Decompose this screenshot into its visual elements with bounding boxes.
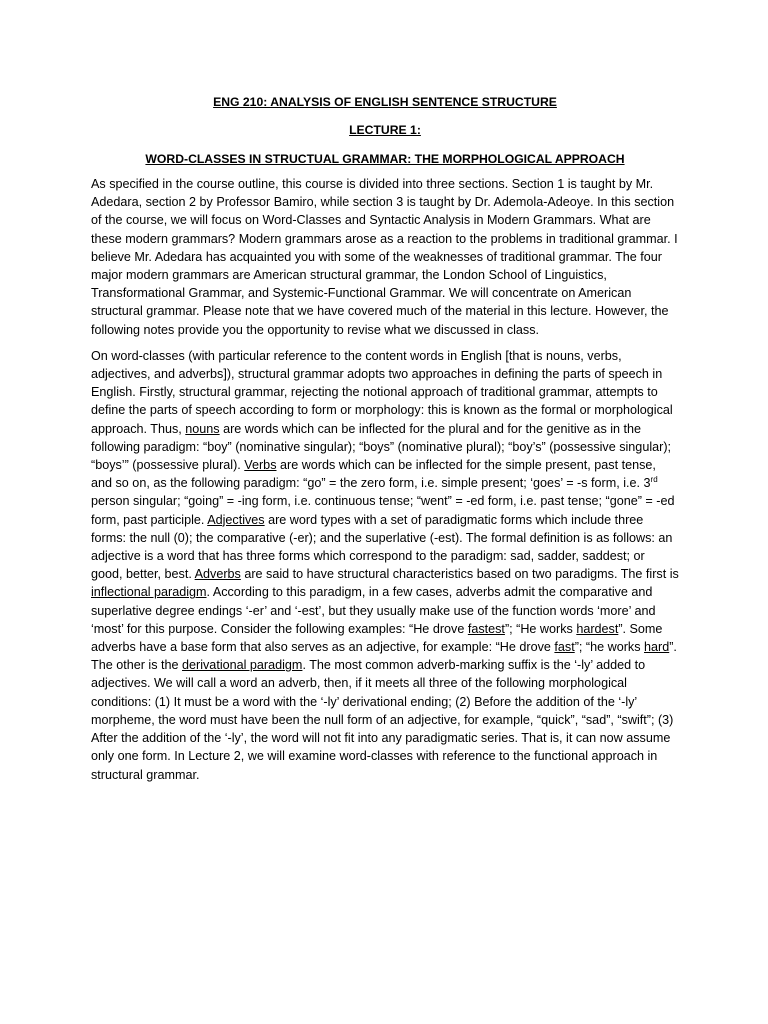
- text-run: . The most common adverb-marking suffix is the ‘-ly’ added to adjectives. We will call a word an adverb, then, if it meets all three of the following morphological conditions: (1) It must be a word with the ‘-ly’ derivational ending; (2) Before the addition of the ‘-ly’ morpheme, the word must have been the null form of an adjective, for example, “quick”, “sad”, “swift”; (3) After the addition of the ‘-ly’, the word will not fit into any paradigmatic series. That is, it can now assume only one form. In Lecture 2, we will examine word-classes with reference to the functional approach in structural grammar.: [91, 658, 674, 782]
- superscript-rd: rd: [650, 475, 658, 485]
- paragraph-intro: As specified in the course outline, this course is divided into three sections. Section 1 is taught by Mr. Adedara, section 2 by Professor Bamiro, while section 3 is taught by Dr. Ademola-Adeoye. In this section of the course, we will focus on Word-Classes and Syntactic Analysis in Modern Grammars. What are these modern grammars? Modern grammars arose as a reaction to the problems in traditional grammar. I believe Mr. Adedara has acquainted you with some of the weaknesses of traditional grammar. The four major modern grammars are American structural grammar, the London School of Linguistics, Transformational Grammar, and Systemic-Functional Grammar. We will concentrate on American structural grammar. Please note that we have covered much of the material in this lecture. However, the following notes provide you the opportunity to revise what we discussed in class.: [91, 177, 678, 337]
- term-adjectives: Adjectives: [207, 512, 265, 527]
- document-body: [91, 93, 679, 784]
- text-run: ”; “He works: [504, 621, 577, 636]
- course-title: ENG 210: ANALYSIS OF ENGLISH SENTENCE STRUCTURE: [213, 95, 557, 109]
- example-hardest: hardest: [576, 621, 619, 636]
- text-run: . According to this paradigm, in a few cases, adverbs admit the comparative and superlative degree endings ‘-er’ and ‘-est’, but they usually make use of the function words ‘more’ and ‘most’ for this purpose. Consider the following examples: “He drove: [91, 585, 656, 636]
- text-run: person singular; “going” = -ing form, i.e. continuous tense; “went” = -ed form, i.e. past tense; “gone” = -ed form, past participle.: [91, 494, 675, 527]
- term-derivational-paradigm: derivational paradigm: [182, 658, 303, 673]
- term-verbs: Verbs: [244, 458, 277, 473]
- term-adverbs: Adverbs: [194, 567, 241, 582]
- text-run: On word-classes (with particular reference to the content words in English [that is nouns, verbs, adjectives, and adverbs]), structural grammar adopts two approaches in defining the parts of speech in English. Firstly, structural grammar, rejecting the notional approach of traditional grammar, attempts to define the parts of speech according to form or morphology: this is known as the formal or morphological approach. Thus,: [91, 348, 673, 436]
- text-run: ”. The other is the: [91, 640, 677, 673]
- example-fastest: fastest: [467, 621, 505, 636]
- text-run: are said to have structural characteristics based on two paradigms. The first is: [240, 567, 679, 582]
- term-inflectional-paradigm: inflectional paradigm: [91, 585, 207, 600]
- term-nouns: nouns: [185, 421, 220, 436]
- text-run: ”; “he works: [574, 640, 644, 655]
- lecture-label: LECTURE 1:: [349, 123, 421, 137]
- text-run: are words which can be inflected for the simple present, past tense, and so on, as the following paradigm: “go” = the zero form, i.e. simple present; ‘goes’ = -s form, i.e. 3: [91, 458, 656, 491]
- text-run: ”. Some adverbs have a base form that also serves as an adjective, for example: “He drove: [91, 621, 663, 655]
- paragraph-word-classes: [91, 347, 679, 784]
- text-run: are word types with a set of paradigmatic forms which include three forms: the null (0); the comparative (-er); and the superlative (-est). The formal definition is as follows: an adjective is a word that has three forms which correspond to the paradigm: sad, sadder, saddest; or good, better, best.: [91, 512, 673, 582]
- example-hard: hard: [644, 640, 670, 655]
- text-run: are words which can be inflected for the plural and for the genitive as in the following paradigm: “boy” (nominative singular); “boys” (nominative plural); “boy’s” (possessive singular); “boys’” (possessive plural).: [91, 421, 672, 473]
- section-title: WORD-CLASSES IN STRUCTUAL GRAMMAR: THE MORPHOLOGICAL APPROACH: [145, 152, 625, 166]
- example-fast: fast: [554, 640, 575, 655]
